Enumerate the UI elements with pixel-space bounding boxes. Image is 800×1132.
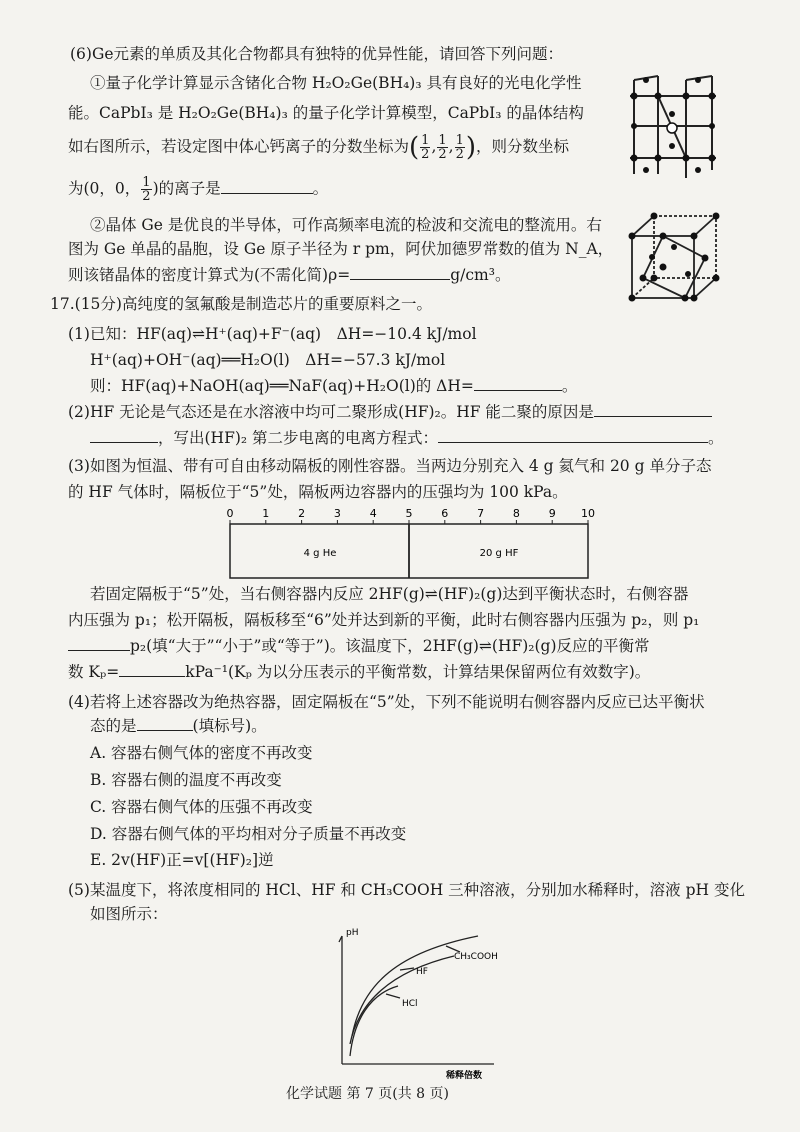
fraction: $\frac{1}{2}$ (142, 175, 151, 204)
q17-s3-line4: 内压强为 p₁；松开隔板，隔板移至“6”处并达到新的平衡，此时右侧容器内压强为 p₂，则 p₁ (68, 611, 700, 629)
ruler-tick-label: 0 (226, 507, 234, 520)
ruler-tick-label: 1 (262, 507, 270, 520)
q17-s4-line1: (4)若将上述容器改为绝热容器，固定隔板在“5”处，下列不能说明右侧容器内反应已达平衡状 (68, 693, 705, 711)
q16-intro: (6)Ge元素的单质及其化合物都具有独特的优异性能，请回答下列问题： (70, 45, 564, 63)
option-e: E. 2v(HF)正=v[(HF)₂]逆 (90, 851, 274, 869)
q16-p2-line2: 图为 Ge 单晶的晶胞，设 Ge 原子半径为 r pm，阿伏加德罗常数的值为 N_A， (68, 240, 614, 258)
answer-blank[interactable] (594, 402, 712, 417)
answer-blank[interactable] (221, 179, 313, 194)
q17-s1-line1: (1)已知：HF(aq)⇌H⁺(aq)+F⁻(aq) ΔH=−10.4 kJ/mol (68, 325, 477, 343)
ruler-tick-label: 6 (441, 507, 449, 520)
ruler-tick-label: 8 (512, 507, 520, 520)
page-footer: 化学试题 第 7 页(共 8 页) (286, 1086, 449, 1102)
answer-blank[interactable] (137, 716, 193, 731)
q17-s2-line2: ，写出(HF)₂ 第二步电离的电离方程式： 。 (90, 428, 724, 448)
fraction: $\frac{1}{2}$ (421, 133, 430, 162)
q16-p1-line3-tail: ，则分数坐标 (476, 137, 570, 156)
ph-dilution-graph (328, 924, 504, 1080)
option-a: A. 容器右侧气体的密度不再改变 (90, 744, 313, 762)
ruler-tick-label: 10 (581, 507, 595, 520)
ge-unit-cell-figure (626, 212, 722, 304)
q16-p2-line1: ②晶体 Ge 是优良的半导体，可作高频率电流的检波和交流电的整流用。右 (90, 216, 602, 234)
q16-p1-line3-text: 如右图所示，若设定图中体心钙离子的分数坐标为 (68, 137, 410, 156)
answer-blank[interactable] (438, 428, 708, 443)
q16-p2-line3: 则该锗晶体的密度计算式为(不需化简)ρ= g/cm³。 (68, 266, 511, 284)
q17-s2-line1: (2)HF 无论是气态还是在水溶液中均可二聚形成(HF)₂。HF 能二聚的原因是 (68, 402, 712, 422)
right-box-label: 20 g HF (479, 548, 519, 559)
fraction: $\frac{1}{2}$ (438, 133, 447, 162)
q17-s3-line3: 若固定隔板于“5”处，当右侧容器内反应 2HF(g)⇌(HF)₂(g)达到平衡状态时，右侧容器 (90, 585, 689, 603)
fraction: $\frac{1}{2}$ (455, 133, 464, 162)
q16-p1-line2: 能。CaPbI₃ 是 H₂O₂Ge(BH₄)₃ 的量子化学计算模型，CaPbI₃ 的晶体结构 (68, 104, 584, 122)
q17-s1-line2: H⁺(aq)+OH⁻(aq)══H₂O(l) ΔH=−57.3 kJ/mol (90, 351, 446, 369)
container-diagram (222, 506, 598, 582)
q17-s5-line1: (5)某温度下，将浓度相同的 HCl、HF 和 CH₃COOH 三种溶液，分别加水稀释时，溶液 pH 变化 (68, 881, 745, 899)
label-hcl: HCl (402, 999, 418, 1009)
q17-s3-line6: 数 Kₚ= kPa⁻¹(Kₚ 为以分压表示的平衡常数，计算结果保留两位有效数字)。 (68, 663, 651, 681)
option-c: C. 容器右侧气体的压强不再改变 (90, 798, 313, 816)
answer-blank[interactable] (119, 662, 185, 677)
label-hf: HF (416, 967, 428, 977)
ruler-tick-label: 9 (548, 507, 556, 520)
answer-blank[interactable] (474, 376, 562, 391)
q17-s3-line5: p₂(填“大于”“小于”或“等于”)。该温度下，2HF(g)⇌(HF)₂(g)反应的平衡常 (68, 636, 650, 656)
q17-s3-line1: (3)如图为恒温、带有可自由移动隔板的刚性容器。当两边分别充入 4 g 氦气和 20 g 单分子态 (68, 457, 712, 475)
ruler-tick-label: 7 (477, 507, 485, 520)
q17-s1-line3: 则：HF(aq)+NaOH(aq)══NaF(aq)+H₂O(l)的 ΔH= 。 (90, 377, 578, 395)
q17-s5-line2: 如图所示： (90, 905, 168, 923)
left-box-label: 4 g He (303, 548, 337, 559)
answer-blank[interactable] (90, 428, 158, 443)
q16-p1-line1: ①量子化学计算显示含锗化合物 H₂O₂Ge(BH₄)₃ 具有良好的光电化学性 (90, 74, 582, 92)
label-ch3cooh: CH₃COOH (454, 952, 498, 962)
x-axis-label: 稀释倍数 (446, 1071, 483, 1080)
q16-p1-line3: 如右图所示，若设定图中体心钙离子的分数坐标为( $\frac{1}{2}$ , $\frac{1}{2}$ , $\frac{1}{2}$ )，则分数坐标 (68, 132, 570, 163)
option-d: D. 容器右侧气体的平均相对分子质量不再改变 (90, 825, 407, 843)
ruler-tick-label: 2 (298, 507, 306, 520)
capbi3-crystal-figure (628, 66, 720, 184)
option-b: B. 容器右侧的温度不再改变 (90, 771, 282, 789)
q17-title: 17.(15分)高纯度的氢氟酸是制造芯片的重要原料之一。 (50, 295, 432, 313)
ruler-tick-label: 4 (369, 507, 377, 520)
ruler-tick-label: 5 (405, 507, 413, 520)
q17-s4-line2: 态的是 (填标号)。 (90, 717, 267, 735)
answer-blank[interactable] (350, 265, 450, 280)
q17-s3-line2: 的 HF 气体时，隔板位于“5”处，隔板两边容器内的压强均为 100 kPa。 (68, 483, 568, 501)
y-axis-label: pH (346, 928, 359, 938)
answer-blank[interactable] (68, 636, 130, 651)
ruler-tick-label: 3 (333, 507, 341, 520)
q16-p1-line4: 为(0，0， $\frac{1}{2}$ )的离子是 。 (68, 175, 329, 204)
